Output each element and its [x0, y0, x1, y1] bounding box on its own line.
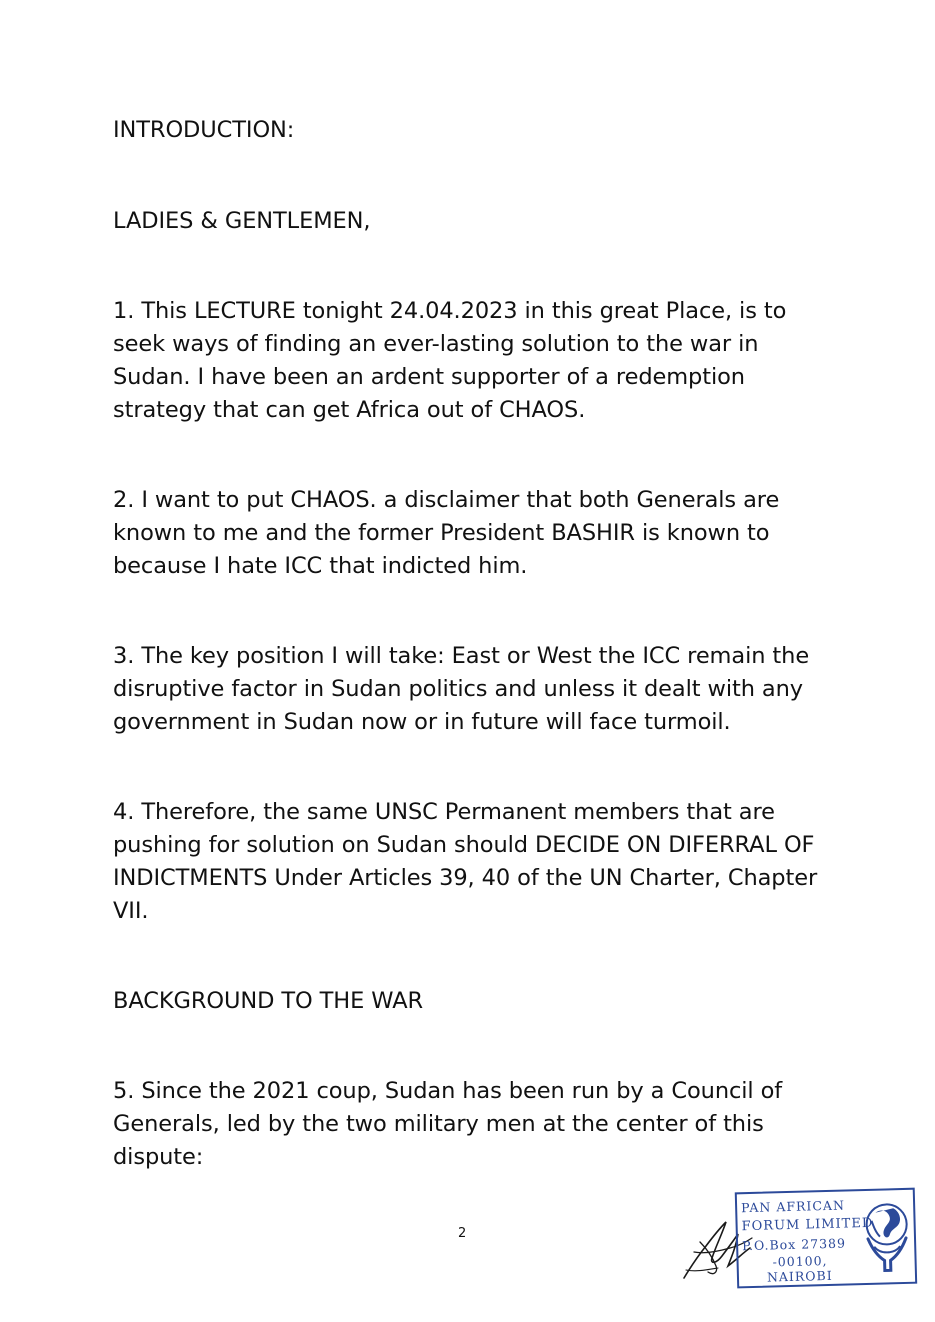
- company-stamp: [735, 1188, 920, 1291]
- page-number: 2: [458, 1226, 467, 1241]
- paragraph-4: 4. Therefore, the same UNSC Permanent members that are pushing for solution on Sudan should DECIDE ON DIFERRAL OF INDICTMENTS Under Articles 39, 40 of the UN Charter, Chapter VII.: [113, 799, 818, 924]
- stamp-line-3: P.O.Box 27389: [741, 1235, 847, 1254]
- stamp-line-5: NAIROBI: [766, 1267, 833, 1285]
- introduction-heading: INTRODUCTION:: [113, 117, 295, 143]
- background-heading: BACKGROUND TO THE WAR: [113, 988, 424, 1014]
- paragraph-3: 3. The key position I will take: East or West the ICC remain the disruptive factor in Sudan politics and unless it dealt with any government in Sudan now or in future will face turmoil.: [113, 643, 810, 735]
- paragraph-2: 2. I want to put CHAOS. a disclaimer that both Generals are known to me and the former President BASHIR is known to because I hate ICC that indicted him.: [113, 487, 780, 579]
- stamp-line-4: -00100,: [772, 1252, 828, 1270]
- paragraph-1: 1. This LECTURE tonight 24.04.2023 in this great Place, is to seek ways of finding an ever-lasting solution to the war in Sudan. I have been an ardent supporter of a redemption strategy that can get Africa out of CHAOS.: [113, 298, 787, 423]
- stamp-line-2: FORUM LIMITED: [741, 1215, 874, 1235]
- paragraph-5: 5. Since the 2021 coup, Sudan has been run by a Council of Generals, led by the two military men at the center of this dispute:: [113, 1078, 783, 1170]
- salutation: LADIES & GENTLEMEN,: [113, 208, 371, 234]
- globe-hands-icon: [859, 1198, 915, 1277]
- stamp-line-1: PAN AFRICAN: [740, 1197, 846, 1216]
